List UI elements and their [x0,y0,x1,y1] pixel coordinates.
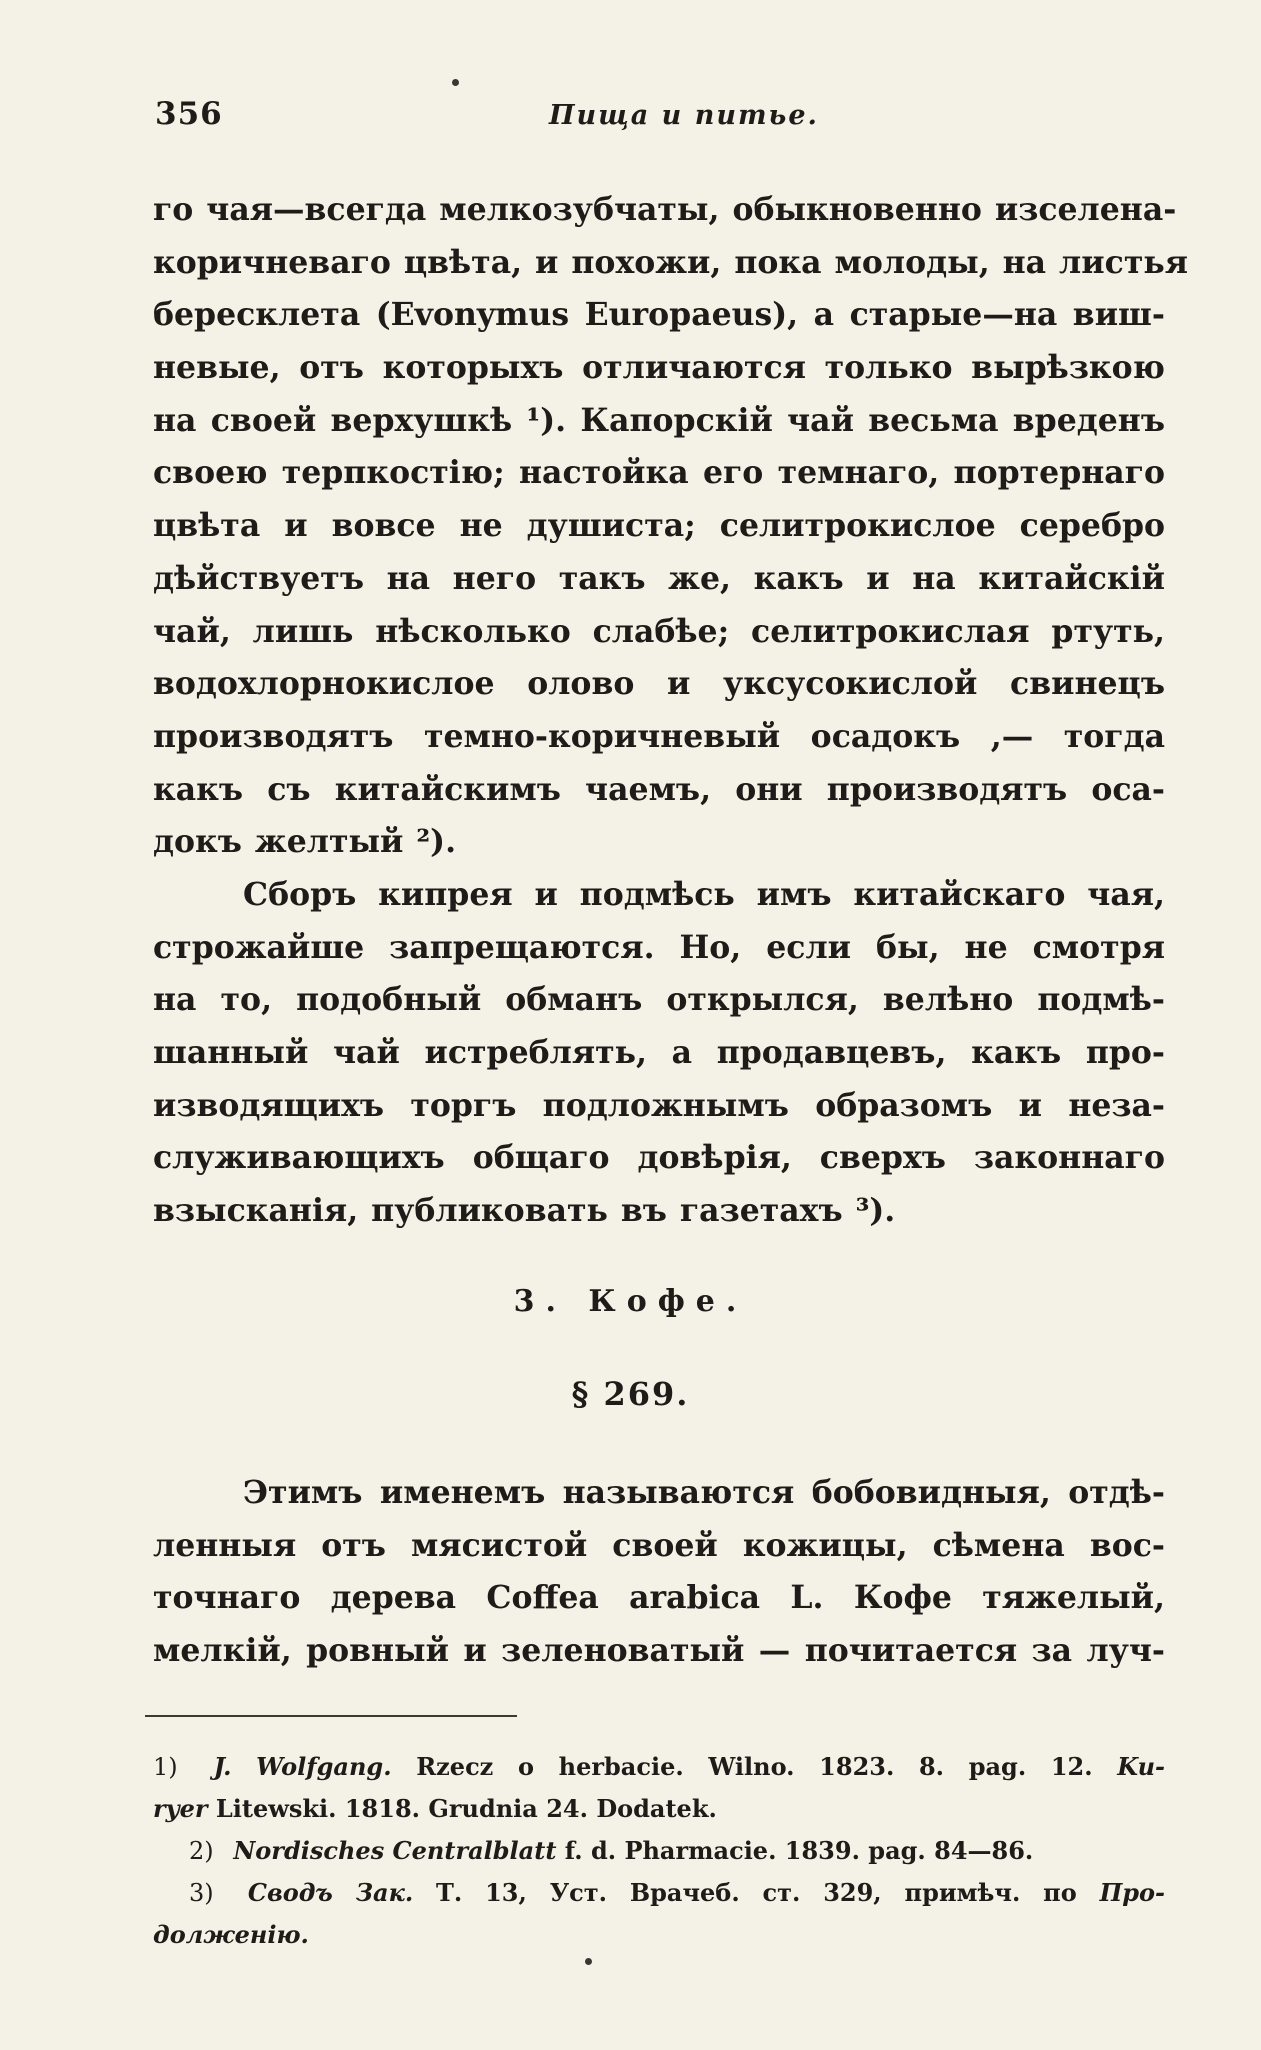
footnote-text: f. d. Pharmacie. 1839. pag. 84—86. [564,1836,1034,1865]
footnote-tail: Про- [1099,1878,1166,1907]
footnote-text: Litewski. 1818. Grudnia 24. Dodatek. [215,1794,717,1823]
footnote-journal: ryer [153,1794,208,1823]
footnote-number: 3) [189,1879,214,1907]
text-line: дѣйствуетъ на него такъ же, какъ и на китайскій [153,559,1165,597]
text-line: ленныя отъ мясистой своей кожицы, сѣмена вос- [153,1526,1165,1564]
print-speck [585,1958,592,1965]
text-line: коричневаго цвѣта, и похожи, пока молоды, на листья [153,243,1188,281]
text-line: Сборъ кипрея и подмѣсь имъ китайскаго чая, [243,876,1165,913]
text-line: водохлорнокислое олово и уксусокислой свинецъ [153,665,1165,703]
paragraph-tea-description [153,184,1188,869]
footnote-3-continued [153,1914,1165,1956]
text-line: изводящихъ торгъ подложнымъ образомъ и неза- [153,1086,1165,1124]
text-line: шанный чай истреблять, а продавцевъ, какъ про- [153,1034,1165,1072]
footnote-number: 1) [153,1753,178,1781]
running-head: Пища и питье. [549,100,819,131]
text-line: взысканія, публиковать въ газетахъ ³). [153,1192,896,1230]
text-line: на своей верхушкѣ ¹). Капорскій чай весьма вреденъ [153,401,1165,439]
text-line: производятъ темно-коричневый осадокъ ,— тогда [153,717,1165,755]
footnote-3 [153,1872,1165,1914]
text-line: бересклета (Evonymus Europaeus), а старые—на виш- [153,296,1165,334]
print-speck [452,79,459,86]
text-line: точнаго дерева Coffea arabica L. Кофе тяжелый, [153,1579,1165,1617]
text-line: Этимъ именемъ называются бобовидныя, отдѣ- [243,1474,1165,1511]
section-heading: 3. Кофе. [513,1284,748,1319]
text-line: докъ желтый ²). [153,823,457,861]
text-line: на то, подобный обманъ открылся, велѣно подмѣ- [153,981,1165,1019]
footnote-author: J. Wolfgang. [213,1752,392,1781]
footnote-divider [145,1715,517,1717]
text-line: чай, лишь нѣсколько слабѣе; селитрокислая ртуть, [153,612,1165,650]
text-line: го чая—всегда мелкозубчаты, обыкновенно изселена- [153,191,1177,228]
text-line: служивающихъ общаго довѣрія, сверхъ законнаго [153,1139,1165,1177]
footnote-1-continued [153,1788,1165,1830]
footnote-text: Т. 13, Уст. Врачеб. ст. 329, примѣч. по [436,1878,1077,1907]
footnote-1 [153,1746,1165,1788]
footnote-journal: Ku- [1117,1752,1166,1781]
footnote-journal: Nordisches Centralblatt [233,1836,557,1865]
footnote-text: Rzecz o herbacie. Wilno. 1823. 8. pag. 12. [416,1752,1093,1781]
footnote-tail: долженію. [153,1920,309,1949]
paragraph-number: § 269. [571,1375,690,1413]
footnote-2 [153,1830,1165,1872]
text-line: строжайше запрещаются. Но, если бы, не смотря [153,928,1165,966]
page-header [155,96,1155,144]
text-line: какъ съ китайскимъ чаемъ, они производятъ оса- [153,770,1165,808]
text-line: мелкій, ровный и зеленоватый — почитается за луч- [153,1632,1165,1670]
paragraph-prohibition [153,869,1165,1238]
footnote-source: Сводъ Зак. [247,1878,414,1907]
text-line: невые, отъ которыхъ отличаются только вырѣзкою [153,349,1165,387]
paragraph-coffee [153,1467,1165,1678]
text-line: цвѣта и вовсе не душиста; селитрокислое серебро [153,507,1165,545]
footnotes [153,1746,1165,1956]
footnote-number: 2) [189,1837,214,1865]
text-line: своею терпкостію; настойка его темнаго, портернаго [153,454,1165,492]
page-number: 356 [155,96,223,132]
